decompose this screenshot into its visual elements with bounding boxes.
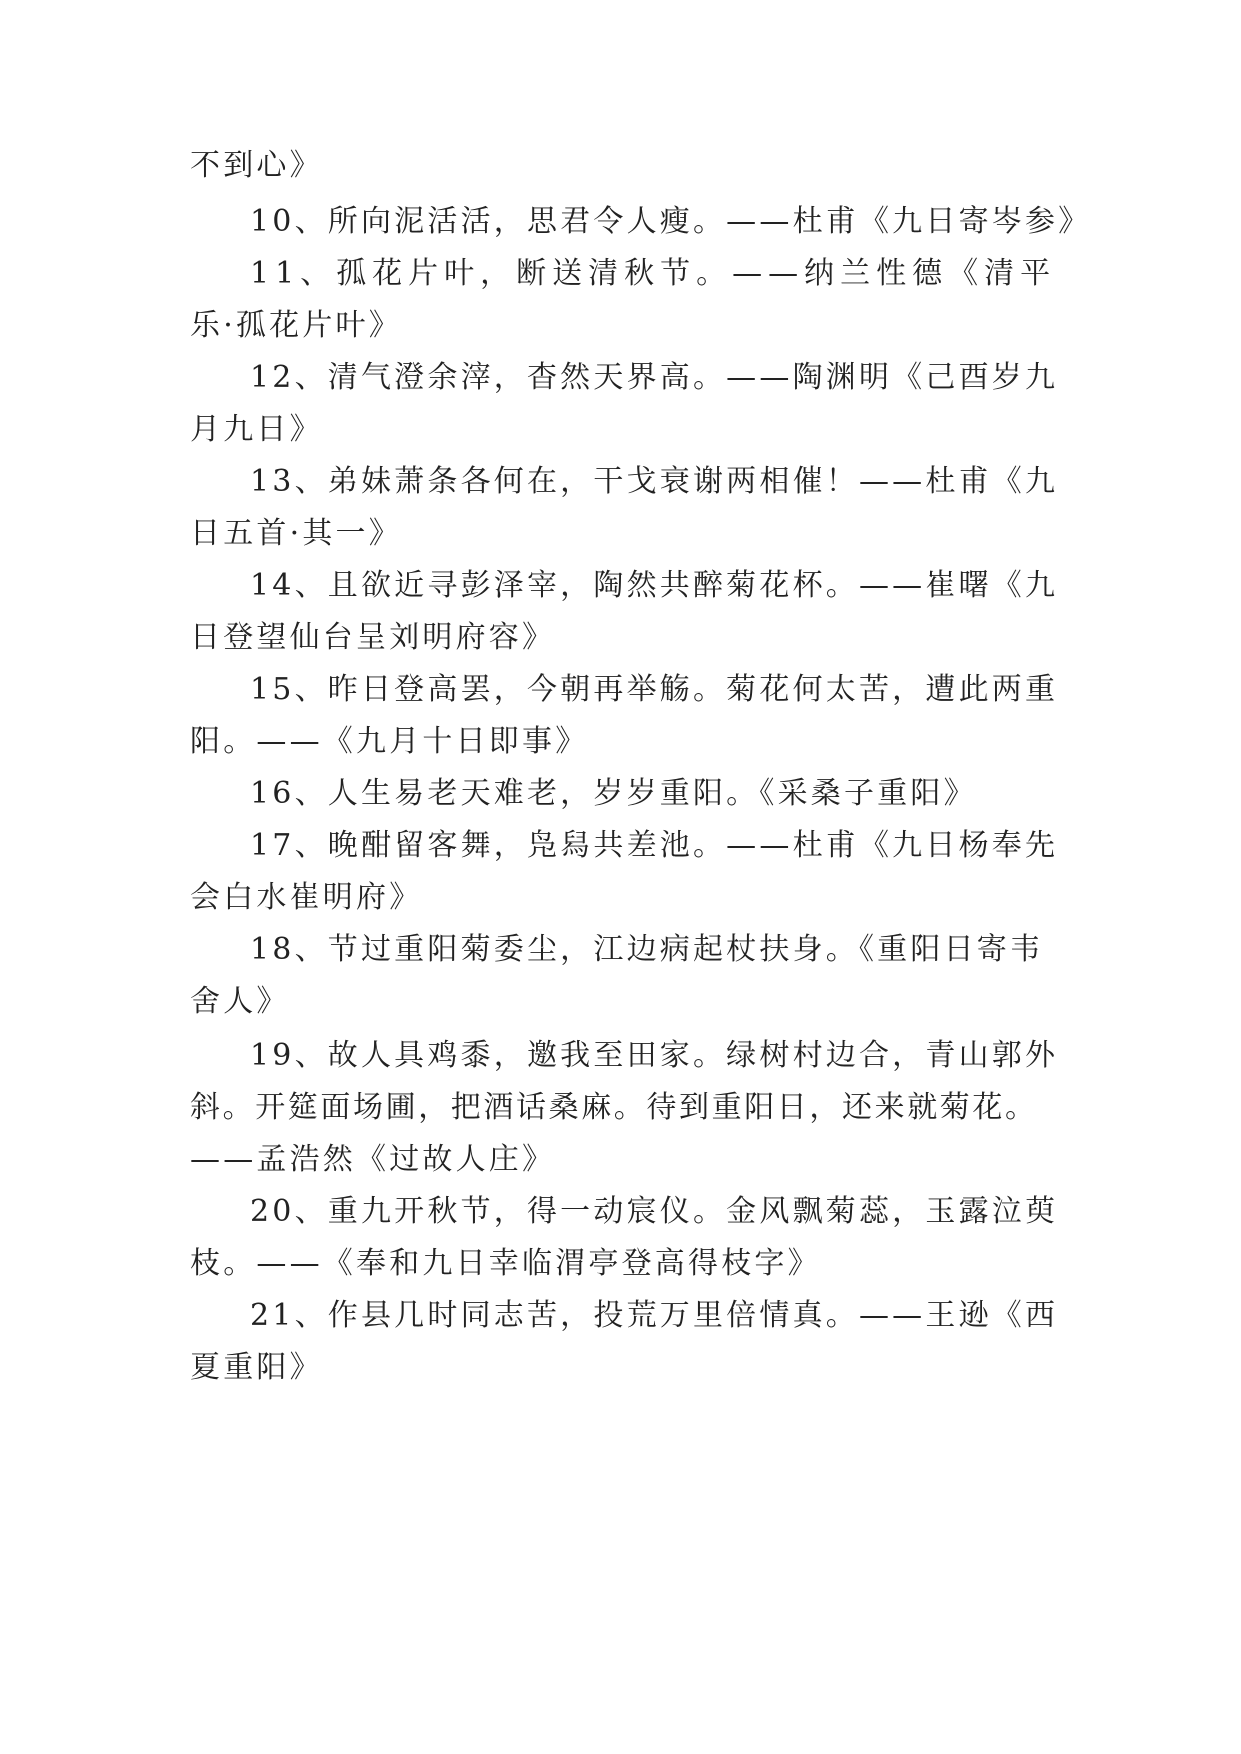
text-line: 15、昨日登高罢，今朝再举觞。菊花何太苦，遭此两重 bbox=[250, 672, 1059, 707]
text-line: 乐·孤花片叶》 bbox=[190, 308, 402, 343]
text-line: ——孟浩然《过故人庄》 bbox=[190, 1142, 556, 1177]
text-line: 20、重九开秋节，得一动宸仪。金风飘菊蕊，玉露泣萸 bbox=[250, 1194, 1059, 1229]
text-line: 19、故人具鸡黍，邀我至田家。绿树村边合，青山郭外 bbox=[250, 1038, 1059, 1073]
text-line: 日五首·其一》 bbox=[190, 516, 402, 551]
text-line: 16、人生易老天难老，岁岁重阳。《采桑子重阳》 bbox=[250, 776, 977, 811]
text-line: 舍人》 bbox=[190, 984, 290, 1019]
text-line: 12、清气澄余滓，杳然天界高。——陶渊明《己酉岁九 bbox=[250, 360, 1059, 395]
text-line: 日登望仙台呈刘明府容》 bbox=[190, 620, 556, 655]
text-line: 枝。——《奉和九日幸临渭亭登高得枝字》 bbox=[190, 1246, 821, 1281]
text-line: 10、所向泥活活，思君令人瘦。——杜甫《九日寄岑参》 bbox=[250, 204, 1092, 239]
text-line: 14、且欲近寻彭泽宰，陶然共醉菊花杯。——崔曙《九 bbox=[250, 568, 1059, 603]
text-line: 斜。开筵面场圃，把酒话桑麻。待到重阳日，还来就菊花。 bbox=[190, 1090, 1038, 1125]
text-line: 17、晚酣留客舞，凫舄共差池。——杜甫《九日杨奉先 bbox=[250, 828, 1059, 863]
text-line: 21、作县几时同志苦，投荒万里倍情真。——王逊《西 bbox=[250, 1298, 1059, 1333]
text-line: 月九日》 bbox=[190, 412, 323, 447]
text-line: 13、弟妹萧条各何在，干戈衰谢两相催！——杜甫《九 bbox=[250, 464, 1059, 499]
text-line: 18、节过重阳菊委尘，江边病起杖扶身。《重阳日寄韦 bbox=[250, 932, 1044, 967]
text-line: 阳。——《九月十日即事》 bbox=[190, 724, 589, 759]
text-line: 夏重阳》 bbox=[190, 1350, 323, 1385]
text-line: 会白水崔明府》 bbox=[190, 880, 423, 915]
text-line: 不到心》 bbox=[190, 148, 323, 183]
text-line: 11、孤花片叶，断送清秋节。——纳兰性德《清平 bbox=[250, 256, 1057, 291]
